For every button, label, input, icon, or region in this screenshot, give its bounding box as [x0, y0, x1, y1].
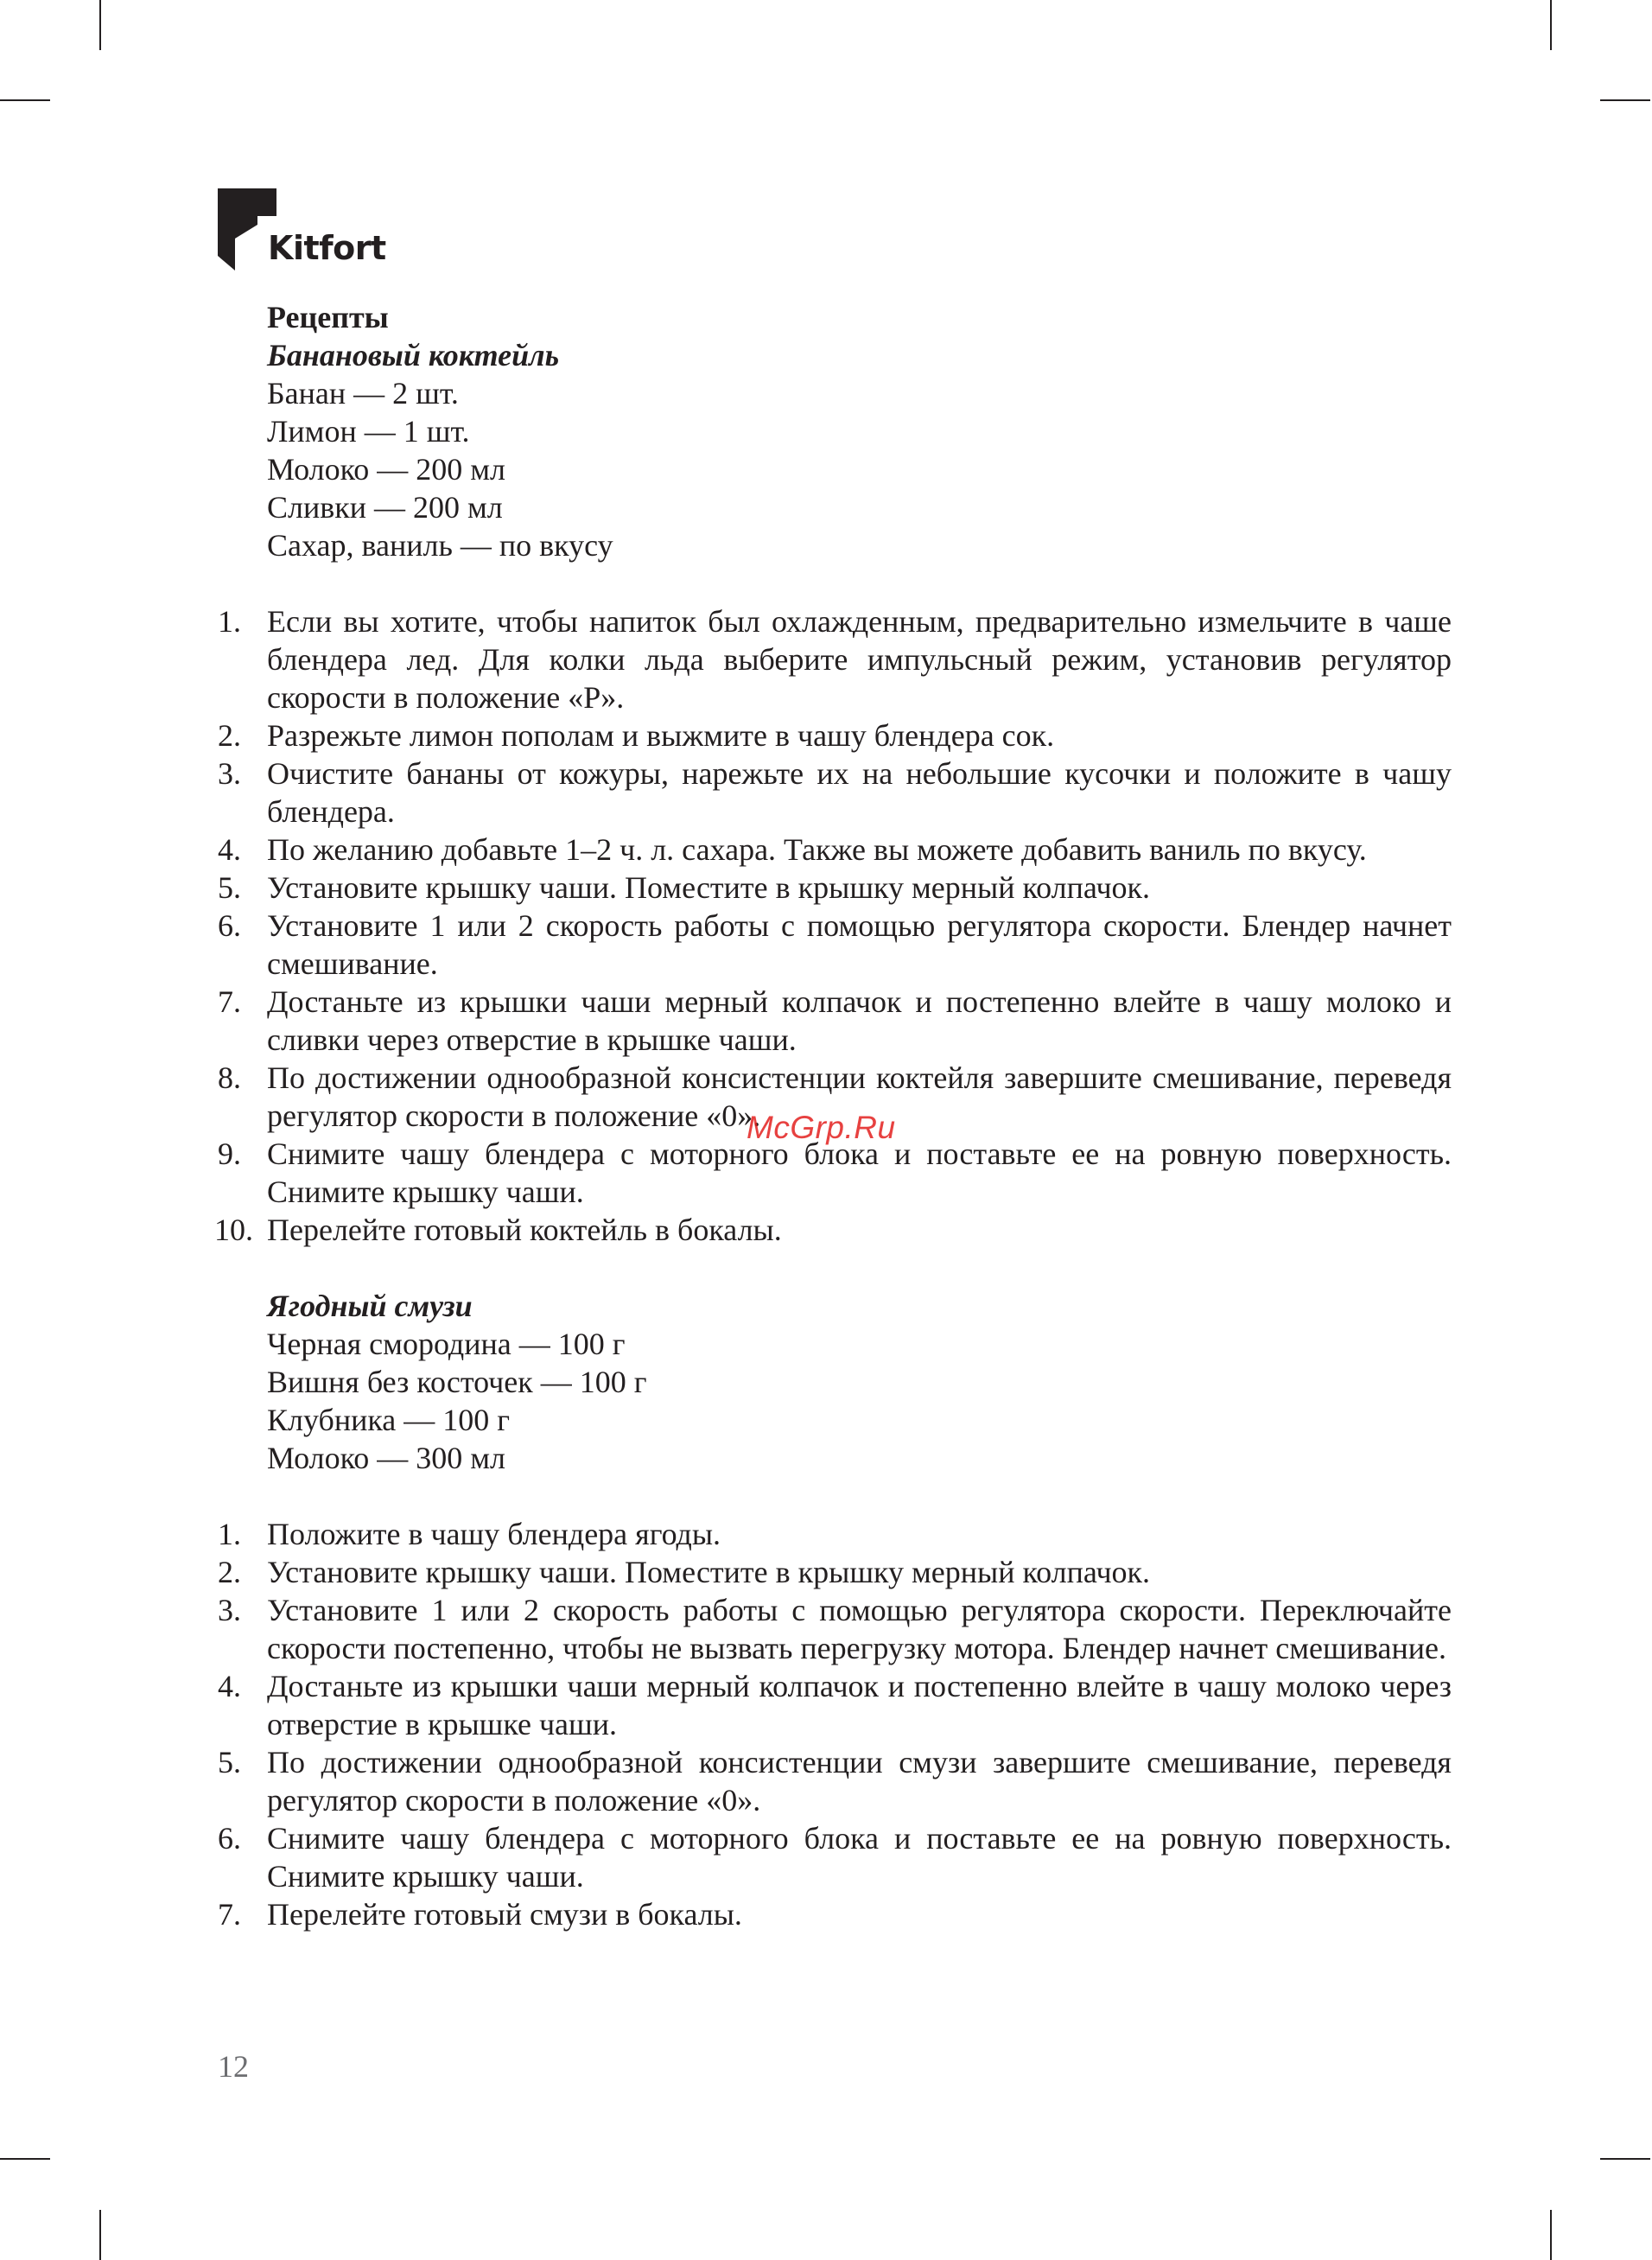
step-text: По достижении однообразной консистенции смузи завершите смешивание, переведя регулятор скорости в положение «0». — [267, 1745, 1452, 1818]
step-number: 8. — [218, 1060, 241, 1095]
crop-mark-top-left — [99, 0, 101, 50]
watermark: McGrp.Ru — [747, 1110, 896, 1145]
step-text: Достаньте из крышки чаши мерный колпачок и постепенно влейте в чашу молоко через отверстие в крышке чаши. — [267, 1669, 1452, 1741]
ingredient-item: Молоко — 300 мл — [267, 1441, 506, 1475]
step-item — [216, 1667, 1452, 1743]
brand-logo — [218, 188, 391, 275]
step-text: По желанию добавьте 1–2 ч. л. сахара. Также вы можете добавить ваниль по вкусу. — [267, 832, 1367, 867]
step-text: Перелейте готовый смузи в бокалы. — [267, 1897, 742, 1932]
step-item — [216, 1553, 1452, 1591]
step-text: Установите крышку чаши. Поместите в крышку мерный колпачок. — [267, 1555, 1151, 1589]
crop-mark-right-bottom — [1600, 2158, 1650, 2160]
step-number: 2. — [218, 718, 241, 753]
step-item — [216, 1895, 1452, 1933]
step-text: Достаньте из крышки чаши мерный колпачок и постепенно влейте в чашу молоко и сливки через отверстие в крышке чаши. — [267, 984, 1452, 1057]
step-number: 7. — [218, 984, 241, 1019]
page-number: 12 — [218, 2049, 249, 2084]
step-text: Установите 1 или 2 скорость работы с помощью регулятора скорости. Блендер начнет смешивание. — [267, 908, 1452, 981]
step-number: 6. — [218, 908, 241, 943]
steps-list-banana — [216, 602, 1452, 1249]
step-text: Положите в чашу блендера ягоды. — [267, 1517, 721, 1551]
crop-mark-left-bottom — [0, 2158, 50, 2160]
crop-mark-right-top — [1600, 99, 1650, 101]
ingredient-item: Вишня без косточек — 100 г — [267, 1365, 647, 1399]
ingredient-item: Лимон — 1 шт. — [267, 414, 470, 449]
step-number: 7. — [218, 1897, 241, 1932]
ingredient-item: Сливки — 200 мл — [267, 490, 503, 525]
step-item — [216, 831, 1452, 869]
step-number: 4. — [218, 832, 241, 867]
step-item — [216, 983, 1452, 1059]
recipe-title-berry: Ягодный смузи — [267, 1289, 473, 1323]
crop-mark-left-top — [0, 99, 50, 101]
ingredient-item: Молоко — 200 мл — [267, 452, 506, 487]
step-item — [216, 1515, 1452, 1553]
step-number: 1. — [218, 1517, 241, 1551]
brand-name: Kitfort — [268, 229, 386, 267]
step-text: Очистите бананы от кожуры, нарежьте их на небольшие кусочки и положите в чашу блендера. — [267, 756, 1452, 829]
step-number: 9. — [218, 1136, 241, 1171]
step-text: По достижении однообразной консистенции коктейля завершите смешивание, переведя регулятор скорости в положение «0». — [267, 1060, 1452, 1133]
ingredients-list-banana — [267, 374, 1452, 564]
ingredient-item: Клубника — 100 г — [267, 1403, 511, 1437]
ingredient-item: Сахар, ваниль — по вкусу — [267, 528, 613, 563]
ingredient-item: Банан — 2 шт. — [267, 376, 459, 411]
crop-mark-bottom-right — [1550, 2210, 1552, 2260]
step-item — [216, 1819, 1452, 1895]
section-title: Рецепты — [267, 300, 389, 334]
step-item — [216, 754, 1452, 831]
step-number: 3. — [218, 1593, 241, 1627]
step-item — [216, 716, 1452, 754]
step-item — [216, 1591, 1452, 1667]
steps-list-berry — [216, 1515, 1452, 1933]
step-item — [216, 1135, 1452, 1211]
step-number: 3. — [218, 756, 241, 791]
recipe-title-banana: Банановый коктейль — [267, 338, 560, 372]
step-number: 10. — [214, 1213, 253, 1247]
step-item — [216, 907, 1452, 983]
step-number: 4. — [218, 1669, 241, 1703]
step-item — [216, 1743, 1452, 1819]
step-number: 5. — [218, 1745, 241, 1779]
step-text: Снимите чашу блендера с моторного блока и поставьте ее на ровную поверхность. Снимите крышку чаши. — [267, 1821, 1452, 1894]
step-text: Снимите чашу блендера с моторного блока и поставьте ее на ровную поверхность. Снимите крышку чаши. — [267, 1136, 1452, 1209]
ingredient-item: Черная смородина — 100 г — [267, 1327, 626, 1361]
step-item — [216, 869, 1452, 907]
step-item — [216, 1211, 1452, 1249]
step-text: Установите крышку чаши. Поместите в крышку мерный колпачок. — [267, 870, 1151, 905]
ingredients-list-berry — [267, 1325, 1452, 1477]
step-item — [216, 602, 1452, 716]
step-number: 5. — [218, 870, 241, 905]
step-text: Установите 1 или 2 скорость работы с помощью регулятора скорости. Переключайте скорости постепенно, чтобы не вызвать перегрузку мотора. Блендер начнет смешивание. — [267, 1593, 1452, 1665]
step-text: Если вы хотите, чтобы напиток был охлажденным, предварительно измельчите в чаше блендера лед. Для колки льда выберите импульсный режим, установив регулятор скорости в положение «P». — [267, 604, 1452, 715]
step-text: Перелейте готовый коктейль в бокалы. — [267, 1213, 782, 1247]
step-text: Разрежьте лимон пополам и выжмите в чашу блендера сок. — [267, 718, 1055, 753]
step-number: 1. — [218, 604, 241, 639]
crop-mark-top-right — [1550, 0, 1552, 50]
crop-mark-bottom-left — [99, 2210, 101, 2260]
step-number: 6. — [218, 1821, 241, 1856]
step-number: 2. — [218, 1555, 241, 1589]
